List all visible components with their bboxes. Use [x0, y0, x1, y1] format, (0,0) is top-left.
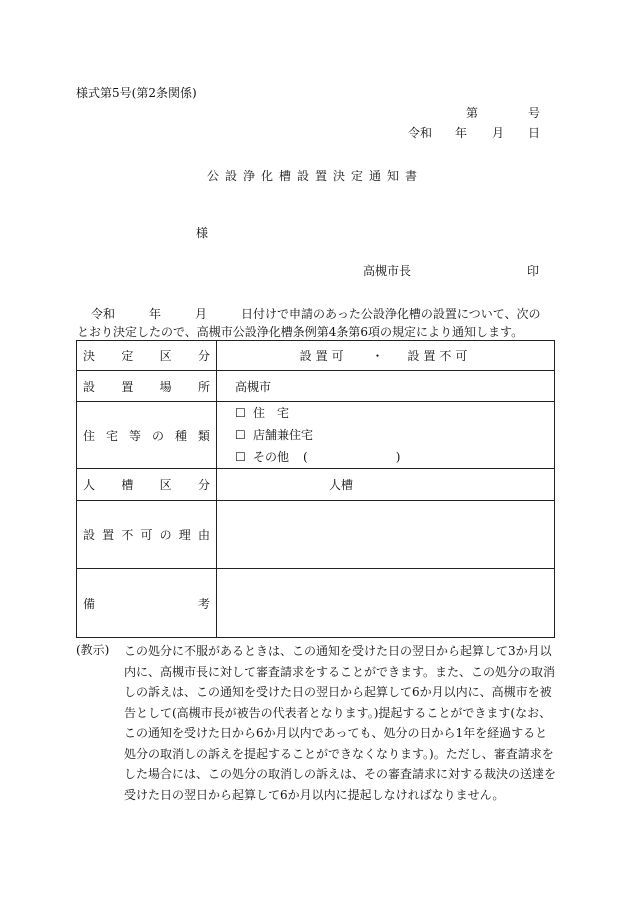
housing-option-other-label: その他	[253, 450, 290, 464]
reason-label: 設 置 不 可 の 理 由	[83, 528, 210, 542]
row-location	[77, 371, 555, 402]
seal-mark: 印	[527, 264, 540, 278]
issuer-name: 高槻市長	[363, 264, 412, 278]
notice-text: この処分に不服があるときは、この通知を受けた日の翌日から起算して3か月以内に、高槻市長に対して審査請求をすることができます。また、この処分の取消しの訴えは、この通知を受けた日の翌日から起算して6か月以内に、高槻市を被告として(高槻市長が被告の代表者となります。)提起することができます(なお、この通知を受けた日から6か月以内であっても、処分の日から1年を経過すると処分の取消しの訴えを提起することができなくなります。)。ただし、審査請求をした場合には、この処分の取消しの訴えは、その審査請求に対する裁決の送達を受けた日の翌日から起算して6か月以内に提起しなければなりません。	[124, 644, 557, 802]
decision-value-cell	[217, 341, 555, 371]
row-housing	[77, 402, 555, 469]
row-remarks	[77, 569, 555, 638]
housing-option-shop	[235, 424, 554, 446]
checkbox-icon: ☐	[235, 406, 246, 420]
housing-option-house	[235, 402, 554, 424]
decision-option-denied: 設置不可	[407, 349, 472, 363]
document-title: 公設浄化槽設置決定通知書	[206, 169, 423, 183]
tank-value: 人槽	[217, 469, 555, 501]
date-month-unit: 月	[492, 126, 505, 140]
checkbox-icon: ☐	[235, 428, 246, 442]
reason-value	[217, 501, 555, 569]
row-tank-size	[77, 469, 555, 501]
remarks-value	[217, 569, 555, 638]
decision-label: 決 定 区 分	[83, 349, 210, 363]
date-year-unit: 年	[455, 126, 468, 140]
decision-separator: ・	[371, 349, 384, 363]
date-era: 令和	[408, 126, 433, 140]
tank-label-cell	[77, 469, 217, 501]
other-paren-close: )	[395, 450, 401, 464]
row-reason	[77, 501, 555, 569]
housing-options-cell	[217, 402, 555, 469]
intro-text: 日付けで申請のあった公設浄化槽の設置について、次のとおり決定したので、高槻市公設浄化槽条例第4条第6項の規定により通知します。	[77, 307, 541, 339]
intro-era: 令和	[91, 307, 116, 321]
checkbox-icon: ☐	[235, 450, 246, 464]
intro-year-unit: 年	[149, 307, 162, 321]
tank-label: 人 槽 区 分	[83, 478, 210, 492]
decision-label-cell	[77, 341, 217, 371]
location-value: 高槻市	[217, 371, 555, 402]
number-prefix: 第	[466, 106, 479, 120]
decision-table	[76, 340, 555, 638]
reason-label-cell	[77, 501, 217, 569]
intro-month-unit: 月	[195, 307, 208, 321]
notice-label: (教示)	[76, 643, 110, 657]
remarks-label-cell	[77, 569, 217, 638]
row-decision	[77, 341, 555, 371]
notice-body	[124, 641, 556, 805]
addressee-suffix: 様	[196, 226, 209, 240]
housing-option-house-label: 住宅	[253, 406, 302, 420]
date-day-unit: 日	[527, 126, 540, 140]
number-suffix: 号	[527, 106, 540, 120]
location-label: 設 置 場 所	[83, 379, 210, 394]
other-paren-open: (	[303, 450, 308, 464]
housing-option-other	[235, 446, 554, 468]
decision-option-allowed: 設置可	[299, 349, 348, 363]
housing-option-shop-label: 店舗兼住宅	[253, 428, 314, 442]
location-label-cell	[77, 371, 217, 402]
intro-paragraph	[77, 305, 552, 341]
remarks-label: 備 考	[83, 596, 210, 611]
housing-label: 住 宅 等 の 種 類	[83, 428, 210, 443]
form-number: 様式第5号(第2条関係)	[76, 86, 197, 100]
housing-label-cell	[77, 402, 217, 469]
